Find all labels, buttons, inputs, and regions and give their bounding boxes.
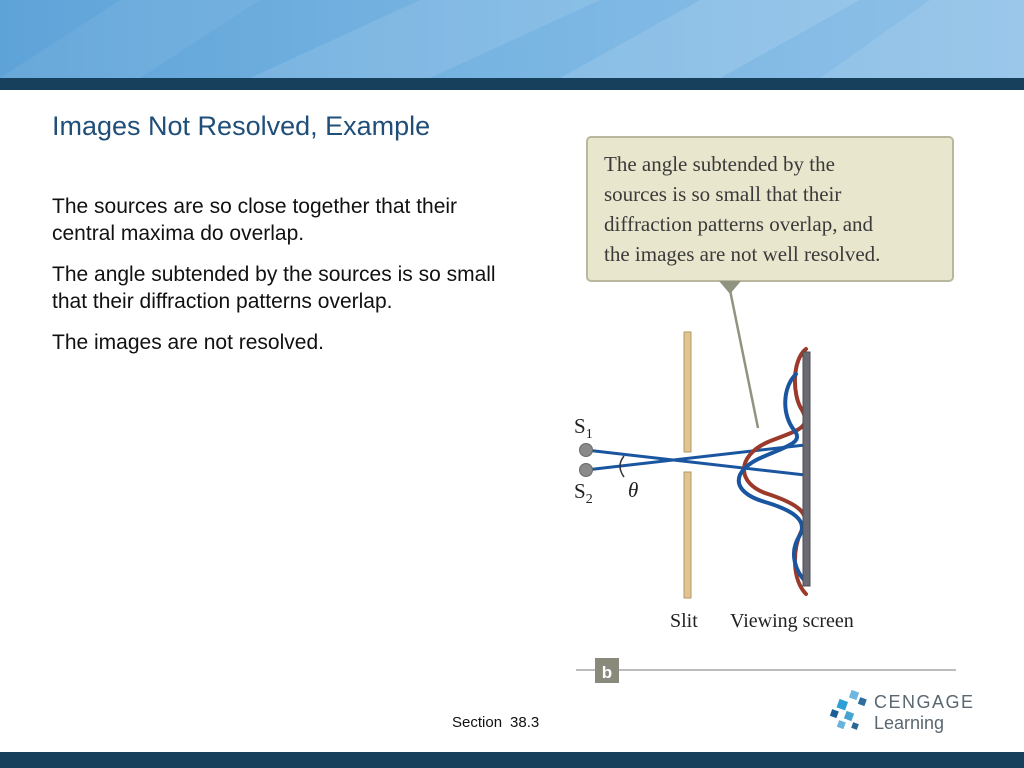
callout-line-1: The angle subtended by the <box>604 152 835 176</box>
bullet-2: The angle subtended by the sources is so small that their diffraction patterns overlap. <box>52 263 496 313</box>
angle-label: θ <box>628 478 639 502</box>
ray-from-s2 <box>586 445 805 470</box>
slit <box>684 332 691 598</box>
pattern-blue <box>739 374 806 582</box>
rays <box>586 445 805 475</box>
section-number: 38.3 <box>510 714 540 731</box>
footer-section <box>452 714 539 731</box>
section-word: Section <box>452 714 503 731</box>
callout <box>587 137 953 428</box>
source-s1-label: $S_1$ <box>574 414 593 442</box>
callout-line-3: diffraction patterns overlap, and <box>604 212 874 236</box>
slit-label: Slit <box>670 610 698 632</box>
screen-label: Viewing screen <box>730 610 854 632</box>
cengage-logo-mark <box>828 688 872 738</box>
callout-pointer <box>730 290 758 428</box>
header-background <box>0 0 1024 78</box>
cengage-logo <box>828 688 988 740</box>
slit-bottom <box>684 472 691 598</box>
callout-line-2: sources is so small that their <box>604 182 842 206</box>
body-text <box>52 193 502 370</box>
callout-line-4: the images are not well resolved. <box>604 242 881 266</box>
logo-text-learning: Learning <box>874 713 945 733</box>
source-s1 <box>580 444 593 457</box>
viewing-screen <box>803 352 810 586</box>
source-s2-label: $S_2$ <box>574 479 593 507</box>
slide-title: Images Not Resolved, Example <box>52 111 431 141</box>
source-s2 <box>580 464 593 477</box>
slit-top <box>684 332 691 452</box>
bullet-3: The images are not resolved. <box>52 331 324 354</box>
footer-band <box>0 752 1024 768</box>
panel-label: b <box>601 663 613 682</box>
diffraction-figure <box>560 130 980 690</box>
bullet-1: The sources are so close together that their central maxima do overlap. <box>52 195 458 245</box>
header-band <box>0 0 1024 78</box>
logo-text-cengage: CENGAGE <box>874 692 975 712</box>
header-rule <box>0 78 1024 90</box>
